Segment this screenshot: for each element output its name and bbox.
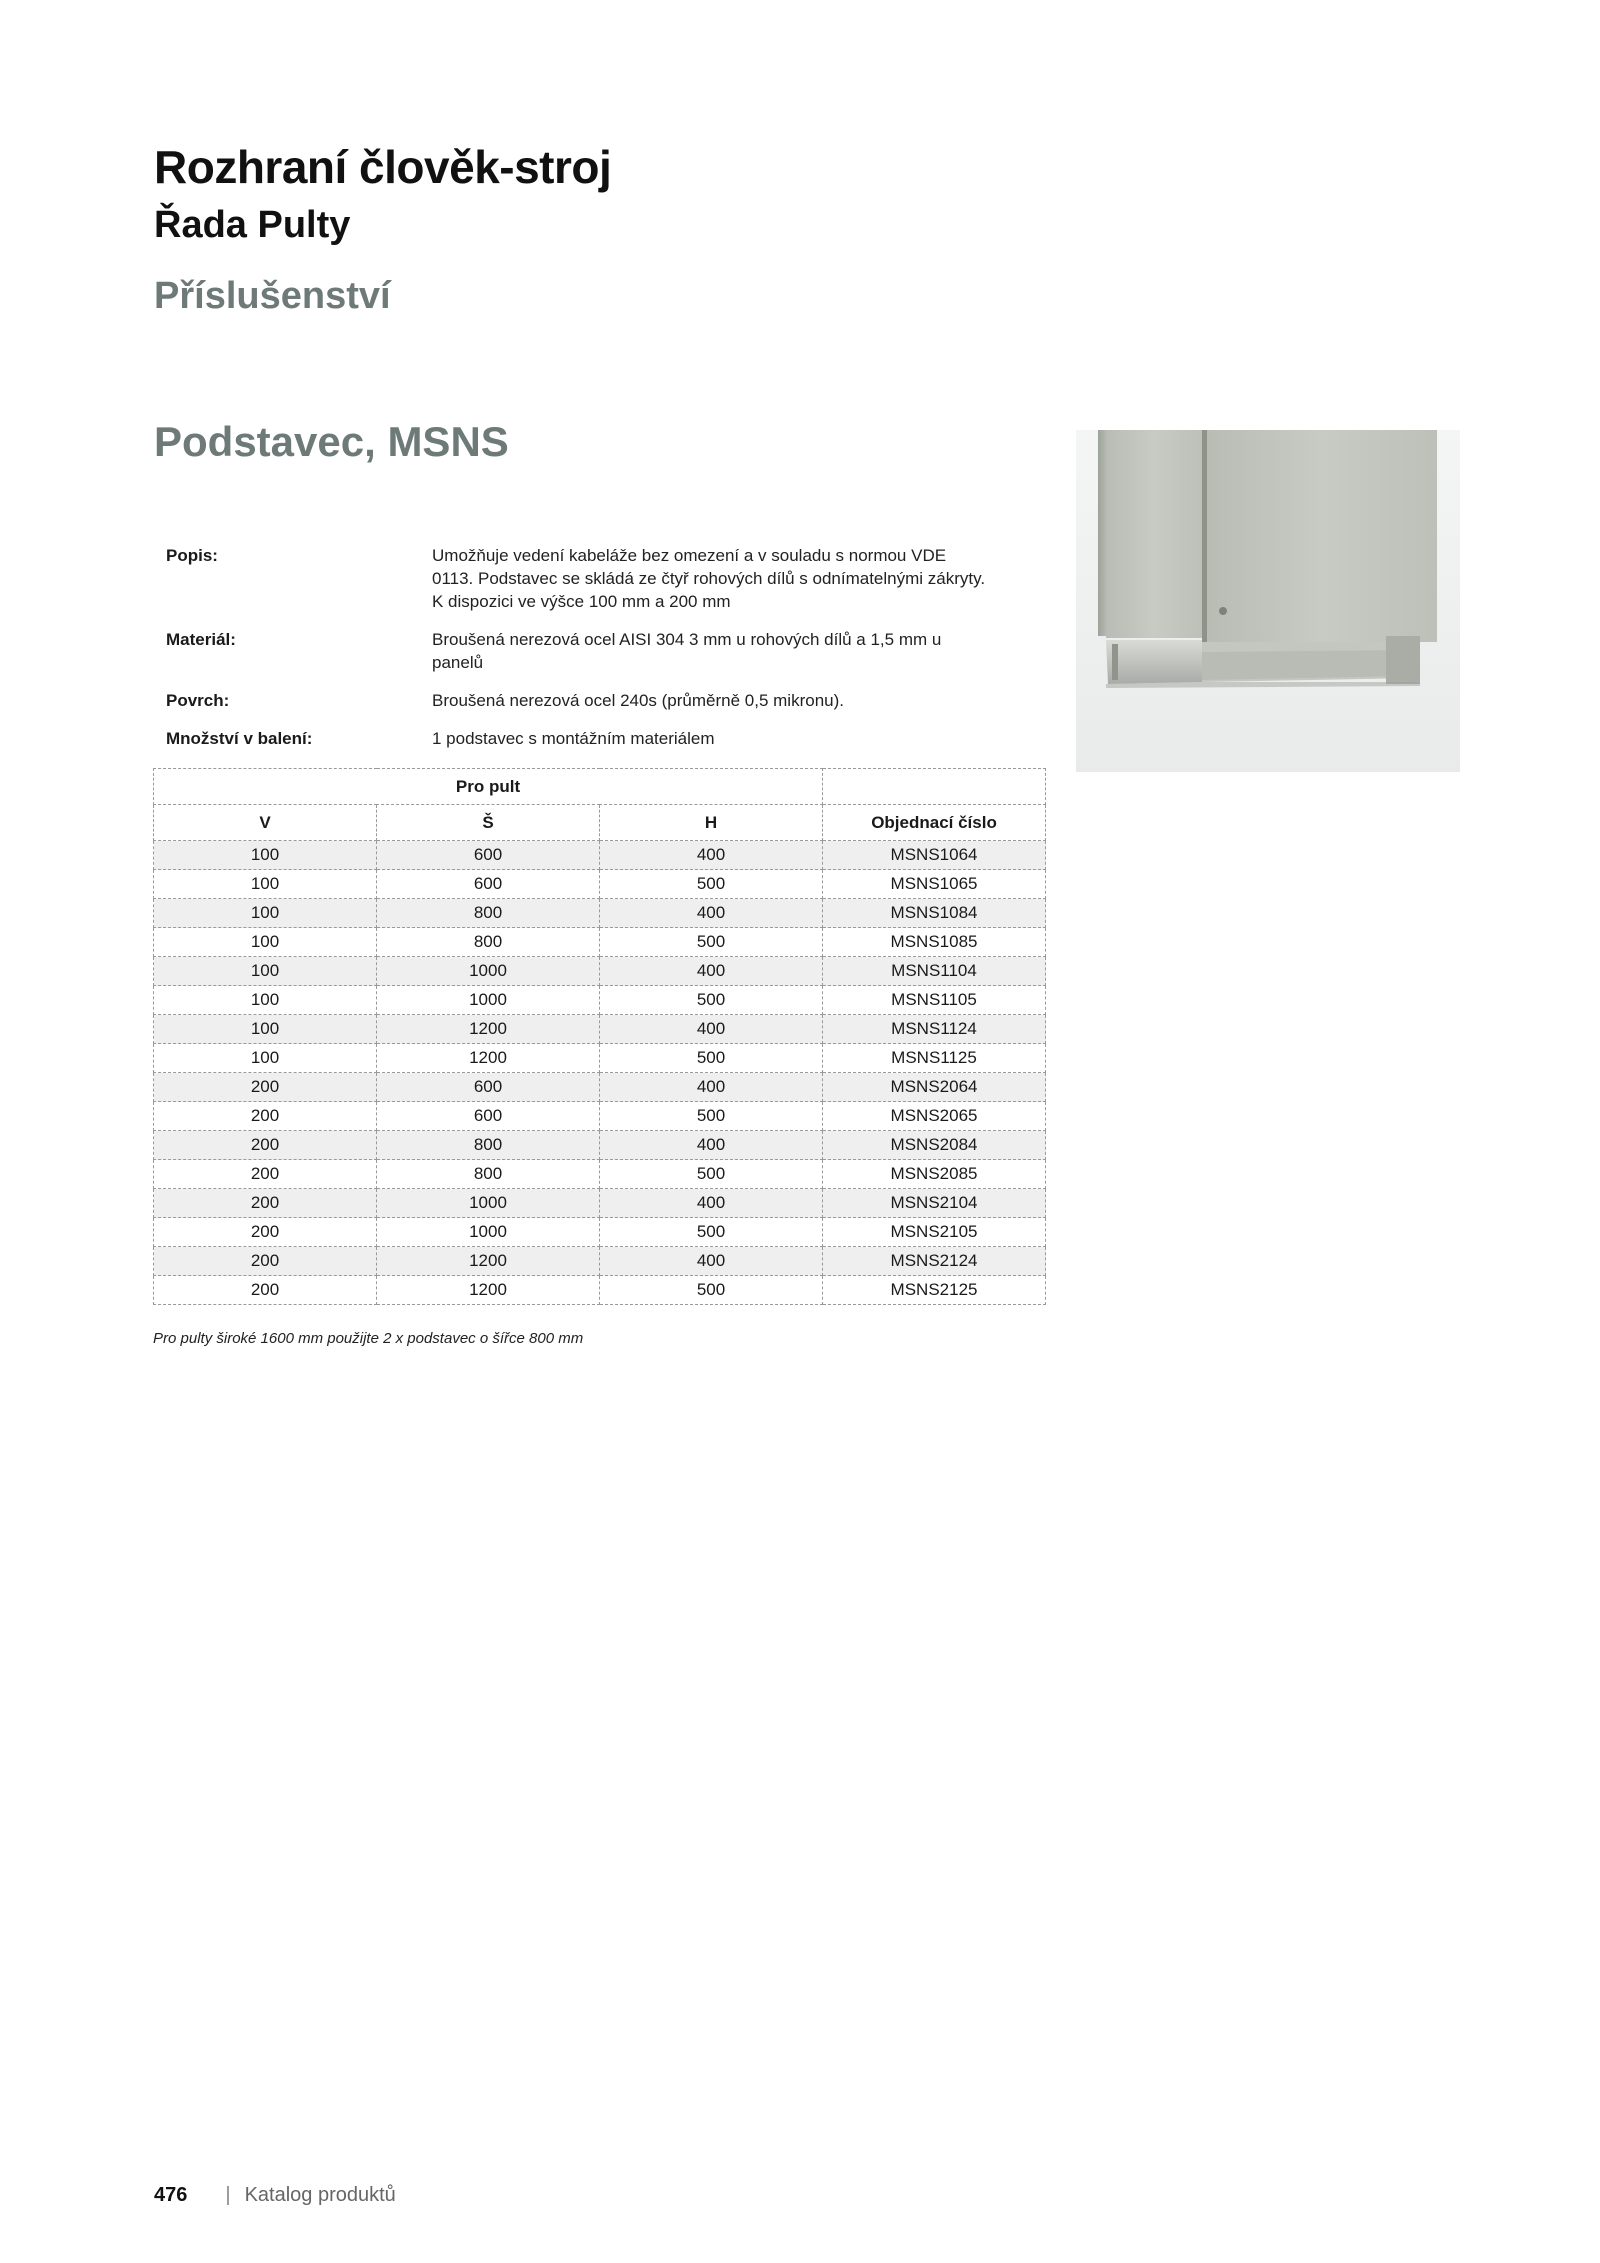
cell-h: 400 — [600, 841, 823, 870]
spec-value: 1 podstavec s montážním materiálem — [432, 729, 715, 748]
spec-label: Povrch: — [166, 691, 230, 710]
cell-order-number: MSNS2104 — [823, 1189, 1046, 1218]
cell-h: 400 — [600, 1247, 823, 1276]
cell-order-number: MSNS2124 — [823, 1247, 1046, 1276]
table-row — [154, 1073, 1046, 1102]
spec-label: Množství v balení: — [166, 729, 313, 748]
table-row — [154, 899, 1046, 928]
table-row — [154, 870, 1046, 899]
page-number: 476 — [154, 2184, 188, 2206]
cell-s: 1000 — [377, 1218, 600, 1247]
table-row — [154, 1131, 1046, 1160]
cell-v: 200 — [154, 1247, 377, 1276]
spec-label: Materiál: — [166, 630, 236, 649]
cell-order-number: MSNS2084 — [823, 1131, 1046, 1160]
cell-v: 100 — [154, 870, 377, 899]
spec-value: Broušená nerezová ocel 240s (průměrně 0,5 mikronu). — [432, 691, 844, 710]
cell-v: 200 — [154, 1102, 377, 1131]
cell-v: 200 — [154, 1189, 377, 1218]
page-footer — [154, 2184, 396, 2207]
cell-order-number: MSNS1105 — [823, 986, 1046, 1015]
table-row — [154, 928, 1046, 957]
cell-s: 800 — [377, 899, 600, 928]
cell-order-number: MSNS1064 — [823, 841, 1046, 870]
spec-row-quantity — [166, 727, 1046, 750]
table-row — [154, 1247, 1046, 1276]
cell-v: 200 — [154, 1218, 377, 1247]
column-header-s: Š — [377, 805, 600, 841]
cell-order-number: MSNS1085 — [823, 928, 1046, 957]
product-table — [153, 768, 1046, 1305]
cell-v: 100 — [154, 957, 377, 986]
series-title: Řada Pulty — [154, 204, 351, 246]
cell-s: 600 — [377, 870, 600, 899]
cell-h: 400 — [600, 957, 823, 986]
cell-v: 200 — [154, 1276, 377, 1305]
table-body — [154, 841, 1046, 1305]
cell-v: 200 — [154, 1073, 377, 1102]
column-header-h: H — [600, 805, 823, 841]
spec-list — [166, 544, 1046, 765]
cell-s: 1200 — [377, 1015, 600, 1044]
cell-s: 600 — [377, 1102, 600, 1131]
cell-h: 500 — [600, 986, 823, 1015]
table-row — [154, 1015, 1046, 1044]
cell-h: 500 — [600, 928, 823, 957]
spec-label: Popis: — [166, 546, 218, 565]
column-header-v: V — [154, 805, 377, 841]
table-row — [154, 1276, 1046, 1305]
cell-s: 1200 — [377, 1276, 600, 1305]
cell-s: 600 — [377, 841, 600, 870]
group-header-empty — [823, 769, 1046, 805]
cell-h: 400 — [600, 1015, 823, 1044]
spec-row-material — [166, 628, 1046, 674]
table-row — [154, 1160, 1046, 1189]
cell-h: 400 — [600, 1189, 823, 1218]
cell-order-number: MSNS1104 — [823, 957, 1046, 986]
cell-order-number: MSNS2125 — [823, 1276, 1046, 1305]
footer-separator: | — [225, 2184, 231, 2206]
column-header-order-number: Objednací číslo — [823, 805, 1046, 841]
cell-h: 500 — [600, 1102, 823, 1131]
cell-s: 800 — [377, 1160, 600, 1189]
cell-s: 1200 — [377, 1044, 600, 1073]
cell-s: 800 — [377, 928, 600, 957]
cell-s: 1000 — [377, 957, 600, 986]
footer-catalog-label: Katalog produktů — [244, 2184, 396, 2206]
cell-v: 200 — [154, 1131, 377, 1160]
cell-order-number: MSNS2065 — [823, 1102, 1046, 1131]
spec-value: Broušená nerezová ocel AISI 304 3 mm u rohových dílů a 1,5 mm u panelů — [432, 630, 942, 672]
cell-order-number: MSNS1084 — [823, 899, 1046, 928]
cell-s: 600 — [377, 1073, 600, 1102]
cell-v: 100 — [154, 928, 377, 957]
cell-v: 100 — [154, 899, 377, 928]
cell-order-number: MSNS1065 — [823, 870, 1046, 899]
page-title: Rozhraní člověk-stroj — [154, 141, 612, 193]
table-row — [154, 1218, 1046, 1247]
cell-s: 1200 — [377, 1247, 600, 1276]
cell-v: 100 — [154, 1015, 377, 1044]
table-row — [154, 1189, 1046, 1218]
cell-h: 500 — [600, 1218, 823, 1247]
table-row — [154, 841, 1046, 870]
cell-s: 800 — [377, 1131, 600, 1160]
group-header-for-desk: Pro pult — [154, 769, 823, 805]
table-row — [154, 957, 1046, 986]
cell-order-number: MSNS2064 — [823, 1073, 1046, 1102]
cell-h: 500 — [600, 870, 823, 899]
cell-s: 1000 — [377, 986, 600, 1015]
table-group-header-row — [154, 769, 1046, 805]
table-row — [154, 986, 1046, 1015]
cell-s: 1000 — [377, 1189, 600, 1218]
spec-value: Umožňuje vedení kabeláže bez omezení a v souladu s normou VDE 0113. Podstavec se skládá ze čtyř rohových dílů s odnímatelnými zákryty. K dispozici ve výšce 100 mm a 200 mm — [432, 546, 986, 611]
spec-row-surface — [166, 689, 1046, 712]
cell-v: 100 — [154, 1044, 377, 1073]
cell-h: 500 — [600, 1044, 823, 1073]
cell-order-number: MSNS2085 — [823, 1160, 1046, 1189]
cell-h: 400 — [600, 899, 823, 928]
table-header-row — [154, 805, 1046, 841]
cell-h: 500 — [600, 1160, 823, 1189]
footnote: Pro pulty široké 1600 mm použijte 2 x podstavec o šířce 800 mm — [153, 1330, 584, 1347]
table-row — [154, 1102, 1046, 1131]
cell-order-number: MSNS1124 — [823, 1015, 1046, 1044]
cell-v: 100 — [154, 841, 377, 870]
cell-order-number: MSNS2105 — [823, 1218, 1046, 1247]
cell-v: 100 — [154, 986, 377, 1015]
cell-h: 400 — [600, 1131, 823, 1160]
cell-v: 200 — [154, 1160, 377, 1189]
spec-row-description — [166, 544, 1046, 613]
category-title: Příslušenství — [154, 275, 391, 317]
product-photo — [1076, 430, 1460, 772]
cell-h: 400 — [600, 1073, 823, 1102]
cell-h: 500 — [600, 1276, 823, 1305]
table-row — [154, 1044, 1046, 1073]
cell-order-number: MSNS1125 — [823, 1044, 1046, 1073]
product-heading: Podstavec, MSNS — [154, 418, 509, 465]
